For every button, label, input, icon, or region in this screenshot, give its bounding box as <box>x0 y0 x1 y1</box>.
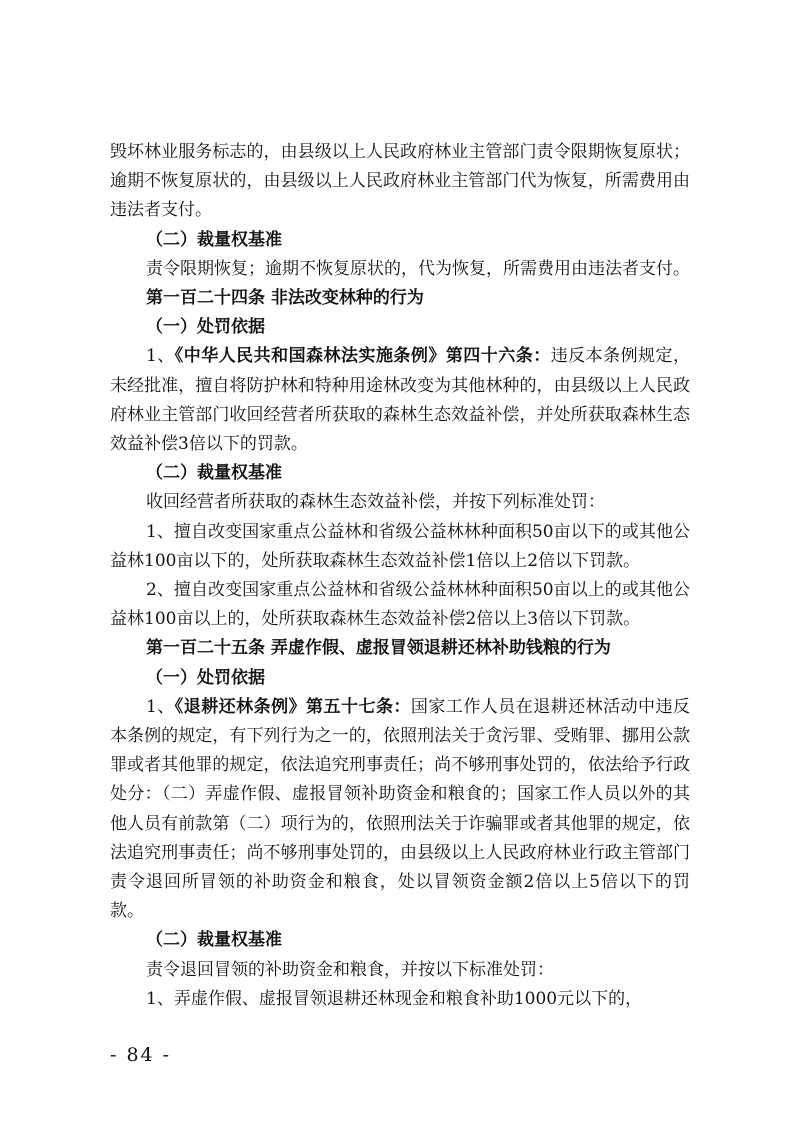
paragraph: 毁坏林业服务标志的，由县级以上人民政府林业主管部门责令限期恢复原状；逾期不恢复原状的，由县级以上人民政府林业主管部门代为恢复，所需费用由违法者支付。 <box>110 142 690 221</box>
article-heading: 第一百二十四条 非法改变林种的行为 <box>146 288 424 309</box>
section-heading: （二）裁量权基准 <box>146 463 282 484</box>
paragraph: 责令限期恢复；逾期不恢复原状的，代为恢复，所需费用由违法者支付。 <box>146 258 690 279</box>
paragraph: 1、弄虚作假、虚报冒领退耕还林现金和粮食补助1000元以下的， <box>146 988 643 1009</box>
paragraph: 收回经营者所获取的森林生态效益补偿，并按下列标准处罚： <box>146 492 605 513</box>
section-heading: （二）裁量权基准 <box>146 930 282 951</box>
paragraph-text: 违反本条例规定，未经批准，擅自将防护林和特种用途林改变为其他林种的，由县级以上人民政府林业主管部门收回经营者所获取的森林生态效益补偿，并处所获取森林生态效益补偿3倍以下的罚款。 <box>110 346 691 455</box>
section-heading: （一）处罚依据 <box>146 667 265 688</box>
article-heading: 第一百二十五条 弄虚作假、虚报冒领退耕还林补助钱粮的行为 <box>146 638 611 659</box>
section-heading: （一）处罚依据 <box>146 317 265 338</box>
section-heading: （二）裁量权基准 <box>146 229 282 250</box>
law-citation: 《退耕还林条例》第五十七条： <box>174 696 411 717</box>
item-number: 1、 <box>146 346 175 367</box>
paragraph <box>110 342 690 459</box>
paragraph: 2、擅自改变国家重点公益林和省级公益林林种面积50亩以上的或其他公益林100亩以上的，处所获取森林生态效益补偿2倍以上3倍以下罚款。 <box>110 580 690 630</box>
paragraph-text: 国家工作人员在退耕还林活动中违反本条例的规定，有下列行为之一的，依照刑法关于贪污罪、受贿罪、挪用公款罪或者其他罪的规定，依法追究刑事责任；尚不够刑事处罚的，依法给予行政处分：（二）弄虚作假、虚报冒领补助资金和粮食的；国家工作人员以外的其他人员有前款第（二）项行为的，依照刑法关于诈骗罪或者其他罪的规定，依法追究刑事责任；尚不够刑事处罚的，由县级以上人民政府林业行政主管部门责令退回所冒领的补助资金和粮食，处以冒领资金额2倍以上5倍以下的罚款。 <box>110 696 691 922</box>
paragraph <box>110 693 690 927</box>
law-citation: 《中华人民共和国森林法实施条例》第四十六条： <box>174 346 551 367</box>
document-body <box>110 138 690 1014</box>
paragraph: 1、擅自改变国家重点公益林和省级公益林林种面积50亩以下的或其他公益林100亩以下的，处所获取森林生态效益补偿1倍以上2倍以下罚款。 <box>110 521 690 571</box>
item-number: 1、 <box>146 696 175 717</box>
paragraph: 责令退回冒领的补助资金和粮食，并按以下标准处罚： <box>146 959 554 980</box>
page-number: - 84 - <box>110 1044 172 1066</box>
